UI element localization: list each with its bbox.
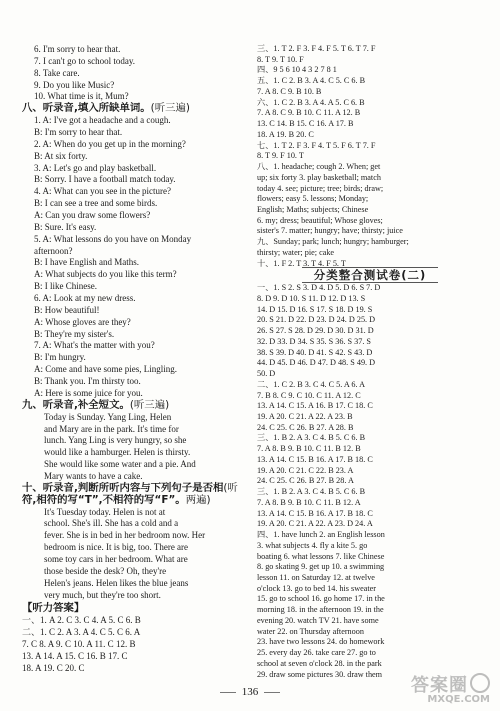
text-line: B: I can see a tree and some birds. xyxy=(34,198,158,209)
page-number: 136 xyxy=(0,686,500,698)
text-line: 20. S 21. D 22. D 23. D 24. D 25. D xyxy=(257,315,376,325)
text-line: 七、1. T 2. F 3. F 4. T 5. F 6. T 7. F xyxy=(257,140,376,150)
answers-heading: 【听力答案】 xyxy=(22,602,85,615)
text-line: 八、1. headache; cough 2. When; get xyxy=(257,162,381,172)
text-line: 10. What time is it, Mum? xyxy=(34,91,129,102)
text-line: 23. have two lessons 24. do homework xyxy=(257,637,385,647)
text-line: school. She's ill. She has a cold and a xyxy=(44,518,179,529)
watermark-circle-icon xyxy=(470,673,490,693)
text-line: 三、1. B 2. A 3. C 4. B 5. C 6. B xyxy=(257,487,366,497)
text-line: 44. D 45. D 46. D 47. D 48. S 49. D xyxy=(257,358,376,368)
text-line: A: What subjects do you like this term? xyxy=(34,269,177,280)
text-line: 19. A 20. C 21. C 22. B 23. A xyxy=(257,465,354,475)
text-line: A: Whose gloves are they? xyxy=(34,316,131,327)
text-line: bedroom is nice. It is big, too. There are xyxy=(44,542,189,553)
text-line: 二、1. C 2. A 3. A 4. C 5. C 6. A xyxy=(22,627,141,638)
text-line: 9. Do you like Music? xyxy=(34,79,115,90)
text-line: 8. Take care. xyxy=(34,67,80,78)
text-line: 六、1. C 2. B 3. A 4. A 5. C 6. B xyxy=(257,97,365,107)
text-line: 25. every day 26. take care 27. go to xyxy=(257,648,376,658)
test-title-banner xyxy=(257,270,483,281)
text-line: She would like some water and a pie. And xyxy=(44,459,196,470)
text-line: 13. A 14. A 15. C 16. B 17. C xyxy=(22,650,128,661)
text-line: 四、9 5 6 10 4 3 2 7 8 1 xyxy=(257,65,337,75)
text-line: 三、1. B 2. A 3. C 4. B 5. C 6. B xyxy=(257,433,366,443)
text-line: school at seven o'clock 28. in the park xyxy=(257,658,382,668)
text-line: B: Sure. It's easy. xyxy=(34,221,97,232)
text-line: 一、1. A 2. C 3. C 4. A 5. C 6. B xyxy=(22,615,141,626)
text-line: 1. A: I've got a headache and a cough. xyxy=(34,115,171,126)
text-line: 18. A 19. C 20. C xyxy=(22,662,85,673)
text-line: 13. A 14. C 15. B 16. A 17. B 18. C xyxy=(257,508,373,518)
text-line: B: At six forty. xyxy=(34,150,88,161)
text-line: flowers; easy 5. lessons; Monday; xyxy=(257,194,369,204)
text-line: lesson 11. on Saturday 12. at twelve xyxy=(257,572,375,582)
text-line: some toy cars in her bedroom. What are xyxy=(44,553,188,564)
text-line: 6. A: Look at my new dress. xyxy=(34,293,136,304)
text-line: A: Can you draw some flowers? xyxy=(34,210,151,221)
text-line: 7. C 8. A 9. C 10. A 11. C 12. B xyxy=(22,638,136,649)
text-line: Helen's jeans. Helen likes the blue jeans xyxy=(44,577,189,588)
section-heading xyxy=(22,400,248,412)
text-line: up; six forty 3. play basketball; match xyxy=(257,172,381,182)
text-line: 7. B 8. C 9. C 10. C 11. A 12. C xyxy=(257,390,361,400)
text-line: 7. A 8. B 9. B 10. C 11. B 12. B xyxy=(257,444,361,454)
text-line: would like a hamburger. Helen is thirsty. xyxy=(44,447,191,458)
section-heading-text: 九、听录音,补全短文。 xyxy=(22,398,130,411)
text-line: 7. A 8. C 9. B 10. C 11. A 12. B xyxy=(257,108,361,118)
section-heading-note: 两遍) xyxy=(185,493,211,506)
text-line: 3. what subjects 4. fly a kite 5. go xyxy=(257,540,368,550)
text-line: English; Maths; subjects; Chinese xyxy=(257,205,369,215)
text-line: 7. A 8. B 9. B 10. C 11. B 12. A xyxy=(257,497,361,507)
text-line: 二、1. C 2. B 3. C 4. C 5. A 6. A xyxy=(257,379,366,389)
text-line: boating 6. what lessons 7. like Chinese xyxy=(257,551,385,561)
text-line: 三、1. T 2. F 3. F 4. F 5. T 6. T 7. F xyxy=(257,44,376,53)
text-line: 6. my; dress; beautiful; Whose gloves; xyxy=(257,215,383,225)
section-heading xyxy=(22,495,248,507)
text-line: 24. C 25. C 26. B 27. B 28. A xyxy=(257,476,354,486)
text-line: 一、1. S 2. S 3. D 4. D 5. D 6. S 7. D xyxy=(257,283,381,293)
text-line: B: They're my sister's. xyxy=(34,328,115,339)
right-column xyxy=(257,44,483,680)
text-line: A: Come and have some pies, Lingling. xyxy=(34,364,177,375)
section-heading xyxy=(22,103,248,115)
text-line: A: Here is some juice for you. xyxy=(34,387,143,398)
text-line: 50. D xyxy=(257,369,276,379)
text-line: 18. A 19. B 20. C xyxy=(257,129,314,139)
text-line: o'clock 13. go to bed 14. his sweater xyxy=(257,583,377,593)
text-line: fever. She is in bed in her bedroom now. Her xyxy=(44,530,206,541)
text-line: 13. C 14. B 15. C 16. A 17. B xyxy=(257,119,354,129)
text-line: very much, but they're too short. xyxy=(44,589,161,600)
text-line: 五、1. C 2. B 3. A 4. C 5. C 6. B xyxy=(257,76,366,86)
text-line: thirsty; water; pie; cake xyxy=(257,247,335,257)
text-line: 2. A: When do you get up in the morning? xyxy=(34,138,186,149)
text-line: sister's 7. matter; hungry; have; thirsty; juice xyxy=(257,226,403,236)
text-line: 十、1. F 2. T 3. T 4. F 5. T xyxy=(257,258,346,268)
text-line: B: How beautiful! xyxy=(34,304,100,315)
text-line: 4. A: What can you see in the picture? xyxy=(34,186,172,197)
section-heading-note: (听三遍) xyxy=(150,102,190,115)
text-line: 15. go to school 16. go home 17. in the xyxy=(257,594,385,604)
test-title: 分类整合测试卷(二) xyxy=(302,267,439,283)
text-line: afternoon? xyxy=(34,245,73,256)
text-line: B: Thank you. I'm thirsty too. xyxy=(34,376,141,387)
text-line: 四、1. have lunch 2. an English lesson xyxy=(257,530,385,540)
text-line: 7. I can't go to school today. xyxy=(34,55,136,66)
section-heading-note: (听三遍) xyxy=(129,398,170,411)
text-line: Mary wants to have a cake. xyxy=(44,470,143,481)
text-line: those beside the desk? Oh, they're xyxy=(44,565,167,576)
text-line: 19. A 20. C 21. A 22. A 23. D 24. A xyxy=(257,519,373,529)
text-line: 13. A 14. C 15. A 16. B 17. C 18. C xyxy=(257,401,373,411)
text-line: 32. D 33. D 34. S 35. S 36. S 37. S xyxy=(257,336,371,346)
text-line: It's Tuesday today. Helen is not at xyxy=(44,506,166,517)
text-line: B: I have English and Maths. xyxy=(34,257,139,268)
text-line: 38. S 39. D 40. D 41. S 42. S 43. D xyxy=(257,347,373,357)
text-line: 九、Sunday; park; lunch; hungry; hamburger; xyxy=(257,237,409,247)
left-column xyxy=(22,44,248,675)
text-line: and Mary are in the park. It's time for xyxy=(44,423,179,434)
text-line: B: I'm sorry to hear that. xyxy=(34,127,123,138)
text-line: 7. A 8. C 9. B 10. B xyxy=(257,86,322,96)
text-line: evening 20. watch TV 21. have some xyxy=(257,615,379,625)
text-line: 8. T 9. T 10. F xyxy=(257,54,304,64)
watermark-logo xyxy=(408,671,490,705)
text-line: B: I like Chinese. xyxy=(34,281,97,292)
section-heading-text: 八、听录音,填入所缺单词。 xyxy=(22,102,151,115)
section-heading-text: 十、听录音,判断所听内容与下列句子是否相 xyxy=(22,481,224,494)
text-line: water 22. on Thursday afternoon xyxy=(257,626,364,636)
text-line: lunch. Yang Ling is very hungry, so she xyxy=(44,435,187,446)
text-line: 13. A 14. C 15. B 16. A 17. B 18. C xyxy=(257,454,373,464)
text-line: 29. draw some pictures 30. draw them xyxy=(257,669,383,679)
watermark-main: 答案圈 xyxy=(411,675,468,696)
text-line: 19. A 20. C 21. A 22. A 23. B xyxy=(257,411,353,421)
text-line: 8. T 9. F 10. T xyxy=(257,151,304,161)
section-heading-note: (听 xyxy=(223,481,238,494)
text-line: 3. A: Let's go and play basketball. xyxy=(34,162,157,173)
section-heading-text: 符,相符的写“T”,不相符的写“F”。 xyxy=(22,493,186,506)
text-line: B: Sorry. I have a football match today. xyxy=(34,174,176,185)
text-line: 14. D 15. D 16. S 17. S 18. D 19. S xyxy=(257,304,373,314)
text-line: 8. go skating 9. get up 10. a swimming xyxy=(257,562,385,572)
text-line: B: I'm hungry. xyxy=(34,352,86,363)
text-line: 7. A: What's the matter with you? xyxy=(34,340,155,351)
text-line: today 4. see; picture; tree; birds; draw; xyxy=(257,183,384,193)
text-line: 26. S 27. S 28. D 29. D 30. D 31. D xyxy=(257,326,374,336)
watermark-sub: MXQE.COM xyxy=(427,694,490,705)
text-line: 24. C 25. C 26. B 27. A 28. B xyxy=(257,422,354,432)
text-line: morning 18. in the afternoon 19. in the xyxy=(257,605,384,615)
text-line: 8. D 9. D 10. S 11. D 12. D 13. S xyxy=(257,293,366,303)
text-line: Today is Sunday. Yang Ling, Helen xyxy=(44,411,172,422)
text-line: 5. A: What lessons do you have on Monday xyxy=(34,233,192,244)
text-line: 6. I'm sorry to hear that. xyxy=(34,44,121,54)
